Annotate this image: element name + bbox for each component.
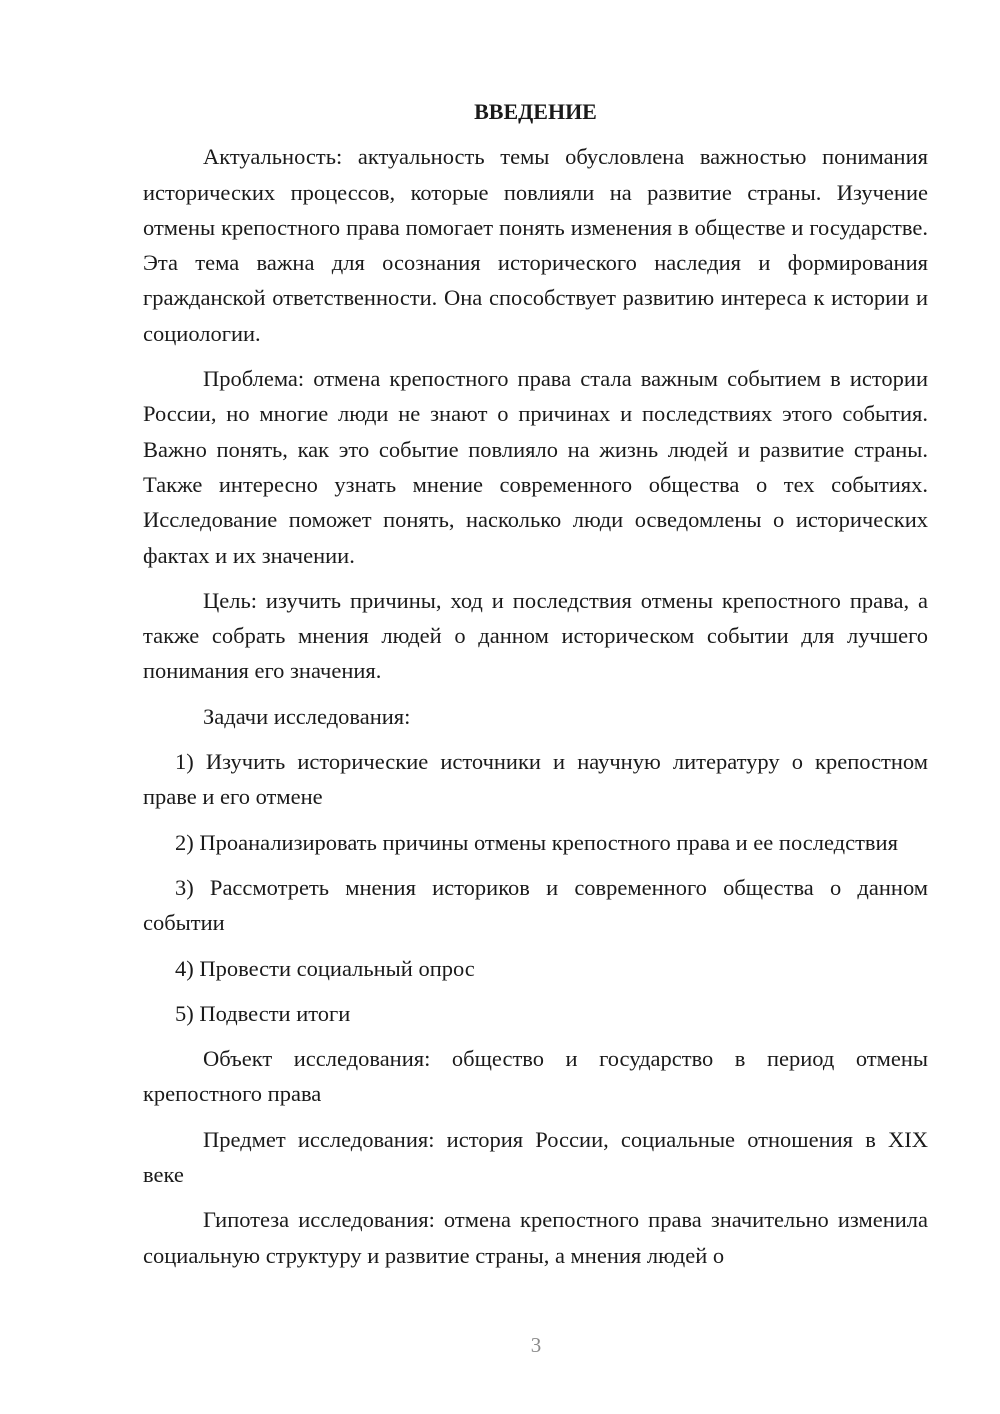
paragraph-object: Объект исследования: общество и государство в период отмены крепостного права xyxy=(143,1046,928,1107)
task-item-5: 5) Подвести итоги xyxy=(175,1000,351,1026)
task-item-4: 4) Провести социальный опрос xyxy=(175,955,475,981)
paragraph-relevance: Актуальность: актуальность темы обусловлена важностью понимания исторических процессов, которые повлияли на развитие страны. Изучение отмены крепостного права помогает понять изменения в обществе и государстве. Эта тема важна для осознания исторического наследия и формирования гражданской ответственности. Она способствует развитию интереса к истории и социологии. xyxy=(143,144,928,346)
page-number: 3 xyxy=(530,1333,542,1357)
section-heading: ВВЕДЕНИЕ xyxy=(474,99,597,124)
page-content xyxy=(143,94,928,1283)
task-item-3: 3) Рассмотреть мнения историков и современного общества о данном событии xyxy=(143,874,928,936)
paragraph-goal: Цель: изучить причины, ход и последствия отмены крепостного права, а также собрать мнения людей о данном историческом событии для лучшего понимания его значения. xyxy=(143,587,928,684)
paragraph-problem: Проблема: отмена крепостного права стала важным событием в истории России, но многие люди не знают о причинах и последствиях этого события. Важно понять, как это событие повлияло на жизнь людей и развитие страны. Также интересно узнать мнение современного общества о тех событиях. Исследование поможет понять, насколько люди осведомлены о исторических фактах и их значении. xyxy=(143,366,928,568)
paragraph-subject: Предмет исследования: история России, социальные отношения в XIX веке xyxy=(143,1126,928,1188)
task-item-1: 1) Изучить исторические источники и научную литературу о крепостном праве и его отмене xyxy=(143,749,928,810)
paragraph-hypothesis: Гипотеза исследования: отмена крепостного права значительно изменила социальную структуру и развитие страны, а мнения людей о xyxy=(143,1207,928,1268)
tasks-heading: Задачи исследования: xyxy=(203,703,411,729)
task-item-2: 2) Проанализировать причины отмены крепостного права и ее последствия xyxy=(175,829,898,855)
